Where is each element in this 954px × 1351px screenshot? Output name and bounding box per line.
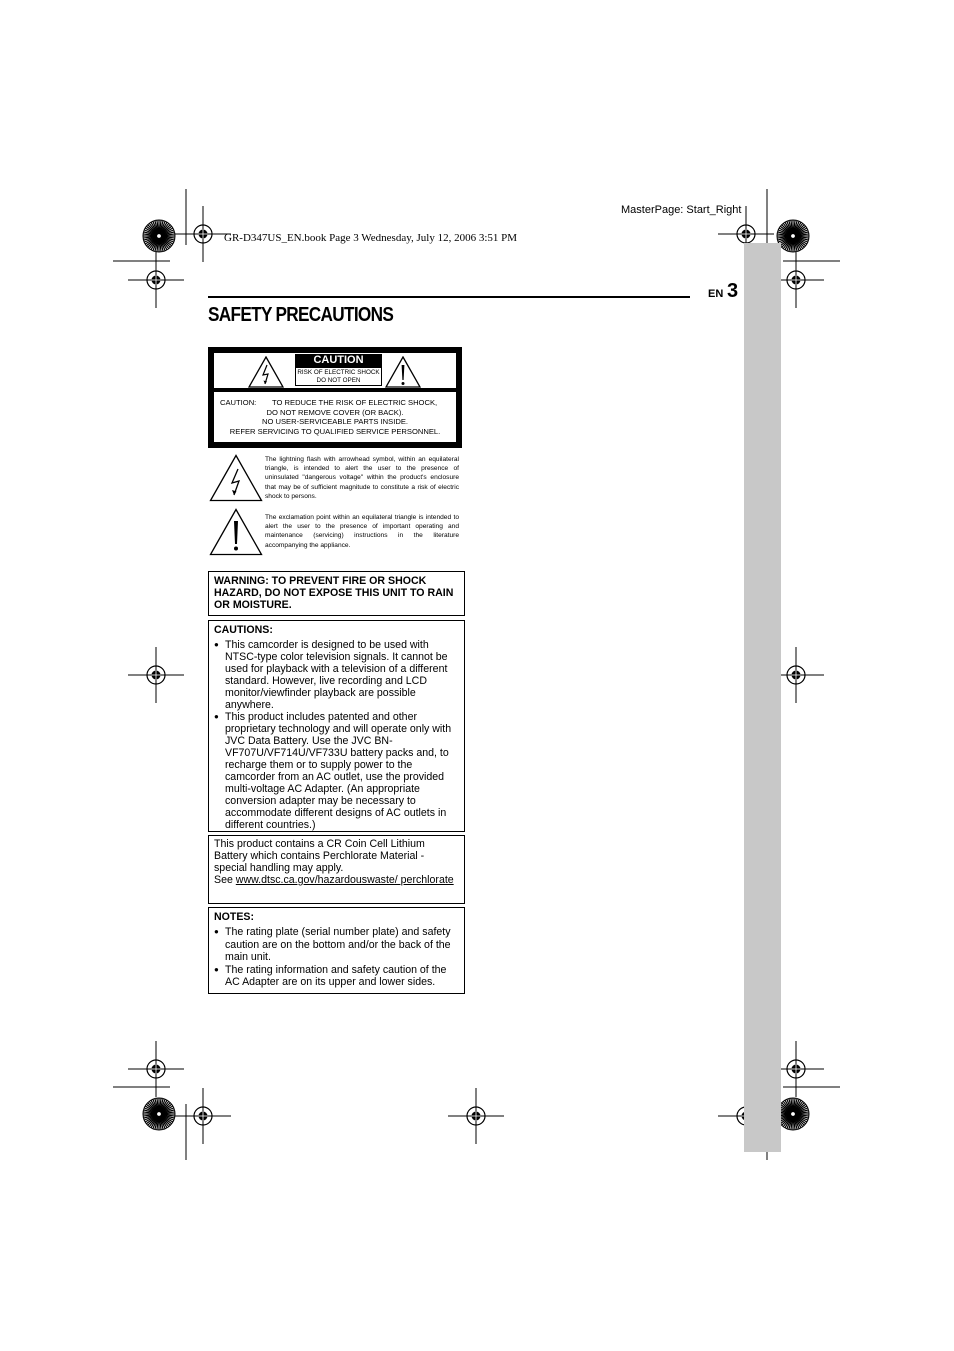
caution-label-body — [214, 392, 456, 442]
page-title: SAFETY PRECAUTIONS — [208, 304, 394, 326]
list-item: ● The rating plate (serial number plate) and safety caution are on the bottom and/or the back of the main unit. — [214, 926, 459, 964]
title-rule — [208, 296, 690, 298]
registration-mark-icon — [128, 647, 184, 703]
cautions-box — [208, 620, 465, 832]
star-target-icon — [777, 220, 809, 252]
caution-line-3: NO USER-SERVICEABLE PARTS INSIDE. — [261, 417, 408, 427]
caution-line-4: REFER SERVICING TO QUALIFIED SERVICE PERSONNEL. — [229, 426, 441, 436]
caution-title: CAUTION — [295, 354, 382, 367]
perchlorate-link[interactable]: www.dtsc.ca.gov/hazardouswaste/ perchlorate — [235, 874, 454, 886]
registration-mark-icon — [128, 1041, 184, 1097]
risk-of-shock-text — [295, 367, 382, 386]
caution-label-header — [214, 353, 456, 388]
exclamation-symbol-icon — [209, 508, 263, 556]
page-number: 3 — [727, 280, 739, 302]
battery-note-box — [208, 835, 465, 904]
page-edge-tab — [744, 243, 781, 1152]
lightning-symbol-description: The lightning flash with arrowhead symbol, within an equilateral triangle, is intended to alert the user to the presence of uninsulated "dangerous voltage" within the product's enclosure that may be of sufficient magnitude to constitute a risk of electric shock to persons. — [265, 456, 459, 500]
list-item: ● The rating information and safety caution of the AC Adapter are on its upper and lower sides. — [214, 964, 459, 989]
registration-mark-icon — [128, 252, 184, 308]
risk-line-1: RISK OF ELECTRIC SHOCK — [297, 369, 380, 376]
caution-key: CAUTION: — [220, 398, 257, 407]
see-label: See — [214, 874, 236, 886]
caution-line-2: DO NOT REMOVE COVER (OR BACK). — [266, 407, 404, 417]
warning-text: WARNING: TO PREVENT FIRE OR SHOCK HAZARD, DO NOT EXPOSE THIS UNIT TO RAIN OR MOISTURE. — [214, 575, 454, 611]
caution-label — [208, 347, 462, 448]
exclamation-triangle-icon — [385, 356, 421, 388]
star-target-icon — [777, 1098, 809, 1130]
registration-mark-icon — [448, 1088, 504, 1144]
exclamation-symbol-description: The exclamation point within an equilateral triangle is intended to alert the user to the presence of important operating and maintenance (servicing) instructions in the literature accompanying the appliance. — [265, 514, 459, 549]
notes-heading: NOTES: — [214, 911, 255, 923]
battery-note-see — [214, 874, 459, 886]
registration-mark-icon — [175, 206, 231, 262]
book-file-info: GR-D347US_EN.book Page 3 Wednesday, July 12, 2006 3:51 PM — [224, 232, 518, 244]
list-item: ● This camcorder is designed to be used with NTSC-type color television signals. It cannot be used for playback with a television of a different standard. However, live recording and LCD monitor/viewfinder playback are possible anywhere. — [214, 639, 459, 711]
lightning-triangle-icon — [248, 356, 284, 388]
caution-line-1-text: TO REDUCE THE RISK OF ELECTRIC SHOCK, — [272, 398, 438, 407]
warning-box — [208, 571, 465, 616]
master-page-label: MasterPage: Start_Right — [621, 204, 742, 216]
battery-note-text: This product contains a CR Coin Cell Lithium Battery which contains Perchlorate Material - special handling may apply. — [214, 838, 425, 874]
notes-list — [214, 926, 459, 989]
cautions-heading: CAUTIONS: — [214, 624, 273, 636]
cautions-list — [214, 639, 459, 831]
star-target-icon — [143, 1098, 175, 1130]
registration-mark-icon — [175, 1088, 231, 1144]
list-item: ● This product includes patented and other proprietary technology and will operate only with JVC Data Battery. Use the JVC BN-VF707U/VF714U/VF733U battery packs and, to recharge them or to supply power to the camcorder from an AC outlet, use the provided multi-voltage AC Adapter. (An appropriate conversion adapter may be necessary to accommodate different designs of AC outlets in different countries.) — [214, 711, 459, 831]
notes-box — [208, 907, 465, 994]
language-code: EN — [708, 288, 724, 300]
lightning-symbol-icon — [209, 454, 263, 502]
star-target-icon — [143, 220, 175, 252]
risk-line-2: DO NOT OPEN — [316, 377, 361, 384]
